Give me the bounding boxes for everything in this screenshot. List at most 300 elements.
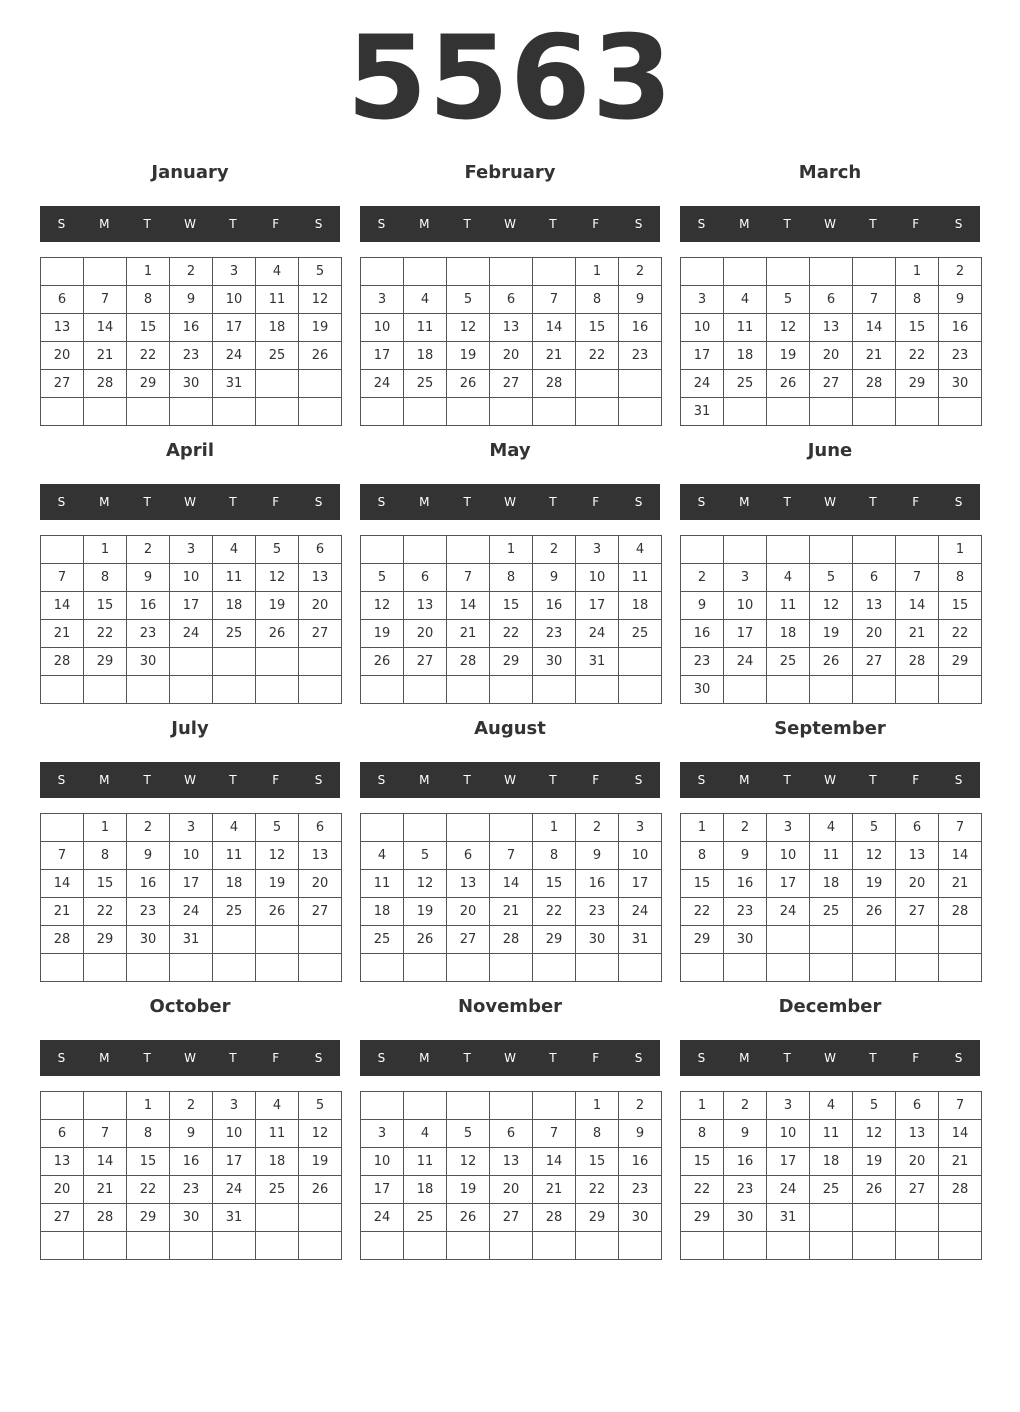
day-cell: 26 xyxy=(404,926,447,954)
day-cell: 24 xyxy=(213,342,256,370)
weekday-label: S xyxy=(634,1051,643,1065)
day-cell: 6 xyxy=(41,286,84,314)
empty-cell xyxy=(490,258,533,286)
day-cell: 18 xyxy=(619,592,662,620)
year-title: 5563 xyxy=(346,11,674,146)
day-cell: 19 xyxy=(299,314,342,342)
empty-cell xyxy=(533,1092,576,1120)
day-cell: 22 xyxy=(127,1176,170,1204)
empty-cell xyxy=(576,398,619,426)
day-cell: 4 xyxy=(404,1120,447,1148)
weekday-label: T xyxy=(869,1051,877,1065)
weekday-label: F xyxy=(592,1051,600,1065)
weekday-label: F xyxy=(592,217,600,231)
day-cell: 29 xyxy=(939,648,982,676)
empty-cell xyxy=(447,536,490,564)
day-cell: 3 xyxy=(213,258,256,286)
week-row xyxy=(41,1176,342,1204)
day-cell: 1 xyxy=(84,536,127,564)
day-grid xyxy=(680,1091,982,1260)
empty-cell xyxy=(41,954,84,982)
empty-cell xyxy=(896,1232,939,1260)
week-row xyxy=(41,870,342,898)
week-row xyxy=(681,954,982,982)
day-cell: 11 xyxy=(361,870,404,898)
weekday-label: F xyxy=(912,217,920,231)
month-name: August xyxy=(474,718,546,739)
weekday-label: W xyxy=(504,217,516,231)
weekday-label: T xyxy=(869,773,877,787)
week-row xyxy=(361,842,662,870)
week-row xyxy=(41,926,342,954)
day-cell: 16 xyxy=(533,592,576,620)
week-row xyxy=(41,1120,342,1148)
empty-cell xyxy=(447,258,490,286)
empty-cell xyxy=(576,370,619,398)
weekday-label: M xyxy=(739,773,750,787)
empty-cell xyxy=(619,370,662,398)
month-may xyxy=(360,436,660,708)
day-cell: 15 xyxy=(896,314,939,342)
week-row xyxy=(681,1120,982,1148)
day-cell: 2 xyxy=(619,1092,662,1120)
day-cell: 6 xyxy=(404,564,447,592)
day-cell: 4 xyxy=(256,1092,299,1120)
day-cell: 18 xyxy=(810,1148,853,1176)
empty-cell xyxy=(533,398,576,426)
day-cell: 24 xyxy=(767,1176,810,1204)
day-cell: 24 xyxy=(213,1176,256,1204)
empty-cell xyxy=(84,398,127,426)
day-cell: 7 xyxy=(939,1092,982,1120)
empty-cell xyxy=(256,648,299,676)
day-cell: 19 xyxy=(299,1148,342,1176)
weekday-label: M xyxy=(739,217,750,231)
month-june xyxy=(680,436,980,708)
empty-cell xyxy=(256,676,299,704)
empty-cell xyxy=(767,676,810,704)
empty-cell xyxy=(767,1232,810,1260)
day-cell: 6 xyxy=(810,286,853,314)
empty-cell xyxy=(533,258,576,286)
month-name: October xyxy=(149,996,231,1017)
day-cell: 21 xyxy=(41,898,84,926)
day-cell: 1 xyxy=(127,258,170,286)
day-cell: 13 xyxy=(299,842,342,870)
day-grid xyxy=(40,257,342,426)
empty-cell xyxy=(361,954,404,982)
day-grid xyxy=(360,1091,662,1260)
weekday-label: S xyxy=(697,1051,706,1065)
empty-cell xyxy=(533,954,576,982)
day-cell: 27 xyxy=(490,370,533,398)
week-row xyxy=(681,314,982,342)
empty-cell xyxy=(939,1204,982,1232)
day-grid xyxy=(360,257,662,426)
day-cell: 31 xyxy=(767,1204,810,1232)
day-cell: 12 xyxy=(256,842,299,870)
day-cell: 15 xyxy=(576,1148,619,1176)
month-name: July xyxy=(171,718,209,739)
day-cell: 10 xyxy=(170,564,213,592)
day-cell: 18 xyxy=(213,592,256,620)
day-cell: 27 xyxy=(853,648,896,676)
week-row xyxy=(681,536,982,564)
empty-cell xyxy=(767,926,810,954)
day-cell: 24 xyxy=(170,898,213,926)
empty-cell xyxy=(853,398,896,426)
day-cell: 20 xyxy=(490,342,533,370)
day-cell: 6 xyxy=(853,564,896,592)
empty-cell xyxy=(767,398,810,426)
empty-cell xyxy=(404,954,447,982)
empty-cell xyxy=(361,1092,404,1120)
day-grid xyxy=(680,257,982,426)
empty-cell xyxy=(84,1092,127,1120)
day-cell: 9 xyxy=(681,592,724,620)
weekday-label: S xyxy=(314,1051,323,1065)
day-cell: 14 xyxy=(41,592,84,620)
day-cell: 21 xyxy=(533,1176,576,1204)
day-cell: 1 xyxy=(939,536,982,564)
month-name: April xyxy=(165,440,215,461)
day-cell: 5 xyxy=(767,286,810,314)
day-cell: 6 xyxy=(299,814,342,842)
empty-cell xyxy=(404,676,447,704)
empty-cell xyxy=(939,954,982,982)
week-row xyxy=(361,898,662,926)
day-cell: 2 xyxy=(724,1092,767,1120)
day-cell: 29 xyxy=(533,926,576,954)
day-cell: 31 xyxy=(213,1204,256,1232)
day-cell: 18 xyxy=(213,870,256,898)
day-cell: 6 xyxy=(490,1120,533,1148)
day-cell: 25 xyxy=(213,620,256,648)
weekday-label: T xyxy=(869,495,877,509)
day-cell: 13 xyxy=(490,1148,533,1176)
day-cell: 16 xyxy=(576,870,619,898)
day-cell: 17 xyxy=(170,592,213,620)
day-cell: 11 xyxy=(404,314,447,342)
day-cell: 16 xyxy=(681,620,724,648)
empty-cell xyxy=(299,1204,342,1232)
empty-cell xyxy=(84,954,127,982)
weekday-header xyxy=(360,206,660,242)
day-cell: 16 xyxy=(127,870,170,898)
empty-cell xyxy=(299,648,342,676)
day-cell: 26 xyxy=(256,898,299,926)
week-row xyxy=(361,870,662,898)
day-cell: 17 xyxy=(724,620,767,648)
day-cell: 9 xyxy=(619,286,662,314)
day-cell: 24 xyxy=(681,370,724,398)
weekday-label: T xyxy=(463,217,471,231)
day-cell: 29 xyxy=(681,926,724,954)
day-cell: 30 xyxy=(127,648,170,676)
day-cell: 10 xyxy=(767,1120,810,1148)
weekday-label: F xyxy=(272,773,280,787)
week-row xyxy=(361,1176,662,1204)
empty-cell xyxy=(404,536,447,564)
week-row xyxy=(41,342,342,370)
day-cell: 5 xyxy=(853,814,896,842)
day-cell: 19 xyxy=(447,1176,490,1204)
day-cell: 5 xyxy=(299,1092,342,1120)
empty-cell xyxy=(896,398,939,426)
weekday-label: S xyxy=(57,217,66,231)
day-cell: 18 xyxy=(404,342,447,370)
day-cell: 29 xyxy=(896,370,939,398)
day-cell: 3 xyxy=(361,1120,404,1148)
empty-cell xyxy=(170,676,213,704)
day-cell: 18 xyxy=(256,314,299,342)
month-february xyxy=(360,158,660,430)
day-cell: 21 xyxy=(533,342,576,370)
empty-cell xyxy=(490,398,533,426)
empty-cell xyxy=(724,258,767,286)
weekday-label: T xyxy=(143,773,151,787)
week-row xyxy=(361,926,662,954)
weekday-header xyxy=(680,484,980,520)
empty-cell xyxy=(299,1232,342,1260)
day-cell: 11 xyxy=(213,842,256,870)
empty-cell xyxy=(84,258,127,286)
day-cell: 10 xyxy=(361,314,404,342)
empty-cell xyxy=(41,536,84,564)
day-cell: 15 xyxy=(681,1148,724,1176)
day-cell: 23 xyxy=(533,620,576,648)
day-cell: 8 xyxy=(576,1120,619,1148)
empty-cell xyxy=(681,536,724,564)
day-cell: 13 xyxy=(447,870,490,898)
weekday-label: S xyxy=(954,217,963,231)
day-cell: 26 xyxy=(256,620,299,648)
day-cell: 7 xyxy=(533,286,576,314)
day-cell: 27 xyxy=(299,620,342,648)
day-cell: 14 xyxy=(84,1148,127,1176)
empty-cell xyxy=(810,954,853,982)
empty-cell xyxy=(127,676,170,704)
week-row xyxy=(361,648,662,676)
day-cell: 19 xyxy=(447,342,490,370)
day-cell: 22 xyxy=(127,342,170,370)
day-cell: 16 xyxy=(127,592,170,620)
day-cell: 2 xyxy=(619,258,662,286)
day-cell: 6 xyxy=(41,1120,84,1148)
empty-cell xyxy=(299,954,342,982)
day-cell: 22 xyxy=(576,342,619,370)
day-cell: 6 xyxy=(896,814,939,842)
day-cell: 8 xyxy=(939,564,982,592)
day-cell: 27 xyxy=(810,370,853,398)
day-cell: 26 xyxy=(767,370,810,398)
day-cell: 24 xyxy=(576,620,619,648)
empty-cell xyxy=(299,398,342,426)
day-cell: 18 xyxy=(767,620,810,648)
empty-cell xyxy=(853,926,896,954)
empty-cell xyxy=(619,648,662,676)
weekday-label: W xyxy=(184,217,196,231)
empty-cell xyxy=(619,1232,662,1260)
month-name: November xyxy=(457,996,563,1017)
day-cell: 11 xyxy=(404,1148,447,1176)
day-cell: 7 xyxy=(41,564,84,592)
day-cell: 25 xyxy=(404,1204,447,1232)
day-cell: 5 xyxy=(361,564,404,592)
weekday-label: M xyxy=(739,495,750,509)
empty-cell xyxy=(170,398,213,426)
day-cell: 7 xyxy=(447,564,490,592)
day-cell: 13 xyxy=(490,314,533,342)
day-cell: 25 xyxy=(724,370,767,398)
day-cell: 25 xyxy=(619,620,662,648)
week-row xyxy=(41,398,342,426)
weekday-label: W xyxy=(824,773,836,787)
week-row xyxy=(681,620,982,648)
day-cell: 22 xyxy=(84,620,127,648)
day-cell: 6 xyxy=(447,842,490,870)
day-cell: 19 xyxy=(404,898,447,926)
day-cell: 18 xyxy=(810,870,853,898)
day-cell: 1 xyxy=(84,814,127,842)
empty-cell xyxy=(490,954,533,982)
empty-cell xyxy=(576,954,619,982)
week-row xyxy=(361,286,662,314)
day-cell: 4 xyxy=(619,536,662,564)
empty-cell xyxy=(256,1204,299,1232)
weekday-label: T xyxy=(783,1051,791,1065)
empty-cell xyxy=(810,676,853,704)
weekday-label: S xyxy=(954,773,963,787)
empty-cell xyxy=(576,1232,619,1260)
week-row xyxy=(361,954,662,982)
empty-cell xyxy=(810,1204,853,1232)
week-row xyxy=(361,314,662,342)
week-row xyxy=(681,648,982,676)
week-row xyxy=(681,1148,982,1176)
empty-cell xyxy=(213,398,256,426)
weekday-label: T xyxy=(463,495,471,509)
day-cell: 17 xyxy=(767,870,810,898)
day-cell: 23 xyxy=(170,1176,213,1204)
day-cell: 10 xyxy=(213,286,256,314)
day-cell: 2 xyxy=(939,258,982,286)
day-cell: 17 xyxy=(767,1148,810,1176)
empty-cell xyxy=(533,676,576,704)
week-row xyxy=(361,258,662,286)
day-cell: 1 xyxy=(490,536,533,564)
empty-cell xyxy=(490,1092,533,1120)
day-cell: 8 xyxy=(681,842,724,870)
day-cell: 22 xyxy=(896,342,939,370)
week-row xyxy=(41,286,342,314)
day-cell: 1 xyxy=(127,1092,170,1120)
day-cell: 14 xyxy=(939,1120,982,1148)
day-cell: 16 xyxy=(724,870,767,898)
day-cell: 8 xyxy=(127,1120,170,1148)
weekday-label: M xyxy=(99,217,110,231)
weekday-label: T xyxy=(783,495,791,509)
weekday-label: S xyxy=(697,495,706,509)
empty-cell xyxy=(810,398,853,426)
empty-cell xyxy=(41,676,84,704)
week-row xyxy=(41,258,342,286)
week-row xyxy=(41,620,342,648)
empty-cell xyxy=(213,648,256,676)
day-cell: 8 xyxy=(127,286,170,314)
day-cell: 2 xyxy=(681,564,724,592)
weekday-header xyxy=(680,762,980,798)
week-row xyxy=(41,1148,342,1176)
day-cell: 21 xyxy=(490,898,533,926)
empty-cell xyxy=(853,536,896,564)
day-cell: 21 xyxy=(84,1176,127,1204)
day-cell: 23 xyxy=(939,342,982,370)
day-cell: 25 xyxy=(767,648,810,676)
week-row xyxy=(41,954,342,982)
day-cell: 24 xyxy=(170,620,213,648)
day-cell: 7 xyxy=(84,1120,127,1148)
month-april xyxy=(40,436,340,708)
day-cell: 11 xyxy=(619,564,662,592)
day-cell: 14 xyxy=(939,842,982,870)
day-cell: 13 xyxy=(896,1120,939,1148)
day-cell: 31 xyxy=(576,648,619,676)
day-cell: 20 xyxy=(853,620,896,648)
empty-cell xyxy=(490,676,533,704)
empty-cell xyxy=(810,926,853,954)
empty-cell xyxy=(490,1232,533,1260)
empty-cell xyxy=(767,258,810,286)
day-cell: 30 xyxy=(724,1204,767,1232)
empty-cell xyxy=(853,954,896,982)
day-cell: 29 xyxy=(490,648,533,676)
day-cell: 30 xyxy=(576,926,619,954)
day-cell: 17 xyxy=(576,592,619,620)
day-cell: 23 xyxy=(619,1176,662,1204)
day-cell: 3 xyxy=(724,564,767,592)
empty-cell xyxy=(256,398,299,426)
week-row xyxy=(681,870,982,898)
day-cell: 27 xyxy=(447,926,490,954)
day-cell: 25 xyxy=(810,898,853,926)
weekday-label: T xyxy=(549,217,557,231)
day-cell: 6 xyxy=(299,536,342,564)
day-cell: 20 xyxy=(896,1148,939,1176)
month-january xyxy=(40,158,340,430)
day-grid xyxy=(360,535,662,704)
day-cell: 7 xyxy=(533,1120,576,1148)
weekday-label: F xyxy=(912,773,920,787)
day-cell: 26 xyxy=(810,648,853,676)
day-cell: 30 xyxy=(681,676,724,704)
day-cell: 1 xyxy=(576,1092,619,1120)
day-cell: 26 xyxy=(853,898,896,926)
week-row xyxy=(41,536,342,564)
day-cell: 15 xyxy=(490,592,533,620)
weekday-label: S xyxy=(57,773,66,787)
day-cell: 8 xyxy=(490,564,533,592)
weekday-label: W xyxy=(504,1051,516,1065)
day-cell: 13 xyxy=(41,1148,84,1176)
empty-cell xyxy=(256,954,299,982)
day-cell: 27 xyxy=(41,370,84,398)
day-cell: 12 xyxy=(299,286,342,314)
day-cell: 8 xyxy=(84,842,127,870)
day-cell: 29 xyxy=(84,648,127,676)
empty-cell xyxy=(256,926,299,954)
weekday-header xyxy=(40,1040,340,1076)
